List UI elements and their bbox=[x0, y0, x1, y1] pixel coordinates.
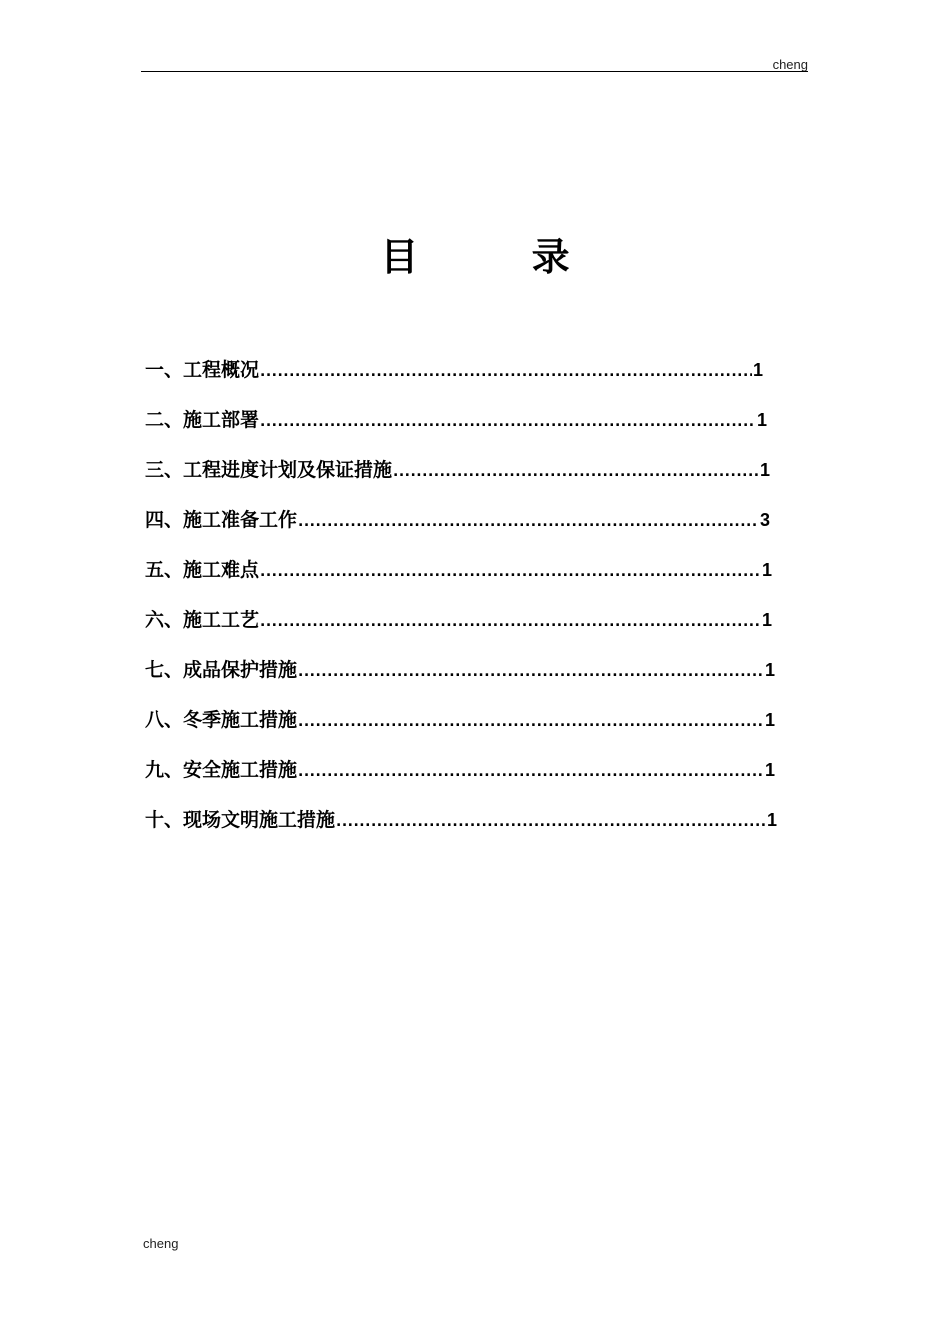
toc-entry-8[interactable] bbox=[145, 704, 775, 754]
page-header-text: cheng bbox=[772, 57, 808, 72]
toc-entry-number: 五、 bbox=[145, 559, 184, 581]
toc-dot-leader bbox=[298, 756, 764, 788]
toc-entry-9[interactable] bbox=[145, 754, 775, 804]
toc-entry-5[interactable] bbox=[145, 554, 772, 604]
toc-dot-leader bbox=[298, 706, 764, 738]
toc-dot-leader bbox=[260, 606, 761, 638]
toc-entry-page: 1 bbox=[761, 560, 772, 580]
toc-dot-leader bbox=[298, 656, 764, 688]
toc-entry-page: 1 bbox=[764, 760, 775, 780]
toc-dot-leader bbox=[298, 506, 759, 538]
toc-entry-number: 四、 bbox=[145, 509, 184, 531]
toc-entry-label: 施工部署 bbox=[183, 409, 260, 431]
toc-entry-label: 工程进度计划及保证措施 bbox=[183, 459, 393, 481]
toc-entry-page: 1 bbox=[759, 460, 770, 480]
toc-entry-10[interactable] bbox=[145, 804, 777, 854]
toc-entry-number: 三、 bbox=[145, 459, 184, 481]
toc-entry-2[interactable] bbox=[145, 404, 767, 454]
toc-dot-leader bbox=[393, 456, 759, 488]
toc-entry-number: 一、 bbox=[145, 359, 184, 381]
toc-entry-number: 十、 bbox=[145, 809, 184, 831]
toc-entry-label: 工程概况 bbox=[183, 359, 260, 381]
toc-entry-label: 施工准备工作 bbox=[183, 509, 298, 531]
toc-entry-label: 成品保护措施 bbox=[183, 659, 298, 681]
toc-entry-page: 1 bbox=[761, 610, 772, 630]
toc-dot-leader bbox=[260, 356, 752, 388]
toc-entry-4[interactable] bbox=[145, 504, 770, 554]
toc-entry-7[interactable] bbox=[145, 654, 775, 704]
toc-dot-leader bbox=[260, 406, 756, 438]
toc-entry-label: 冬季施工措施 bbox=[183, 709, 298, 731]
toc-list bbox=[145, 354, 777, 854]
toc-entry-label: 现场文明施工措施 bbox=[183, 809, 336, 831]
toc-entry-page: 1 bbox=[764, 660, 775, 680]
toc-entry-label: 施工工艺 bbox=[183, 609, 260, 631]
toc-entry-6[interactable] bbox=[145, 604, 772, 654]
toc-entry-number: 七、 bbox=[145, 659, 184, 681]
toc-entry-number: 九、 bbox=[145, 759, 184, 781]
toc-entry-page: 1 bbox=[752, 360, 763, 380]
toc-entry-number: 二、 bbox=[145, 409, 184, 431]
toc-title: 目 录 bbox=[380, 235, 620, 279]
page-footer-text: cheng bbox=[143, 1236, 179, 1251]
toc-entry-page: 3 bbox=[759, 510, 770, 530]
toc-entry-number: 六、 bbox=[145, 609, 184, 631]
toc-entry-3[interactable] bbox=[145, 454, 770, 504]
toc-entry-label: 安全施工措施 bbox=[183, 759, 298, 781]
toc-entry-page: 1 bbox=[764, 710, 775, 730]
toc-dot-leader bbox=[336, 806, 766, 838]
toc-entry-label: 施工难点 bbox=[183, 559, 260, 581]
header-rule bbox=[141, 71, 808, 72]
toc-entry-number: 八、 bbox=[145, 709, 184, 731]
toc-entry-page: 1 bbox=[756, 410, 767, 430]
toc-dot-leader bbox=[260, 556, 761, 588]
toc-entry-page: 1 bbox=[766, 810, 777, 830]
toc-entry-1[interactable] bbox=[145, 354, 763, 404]
